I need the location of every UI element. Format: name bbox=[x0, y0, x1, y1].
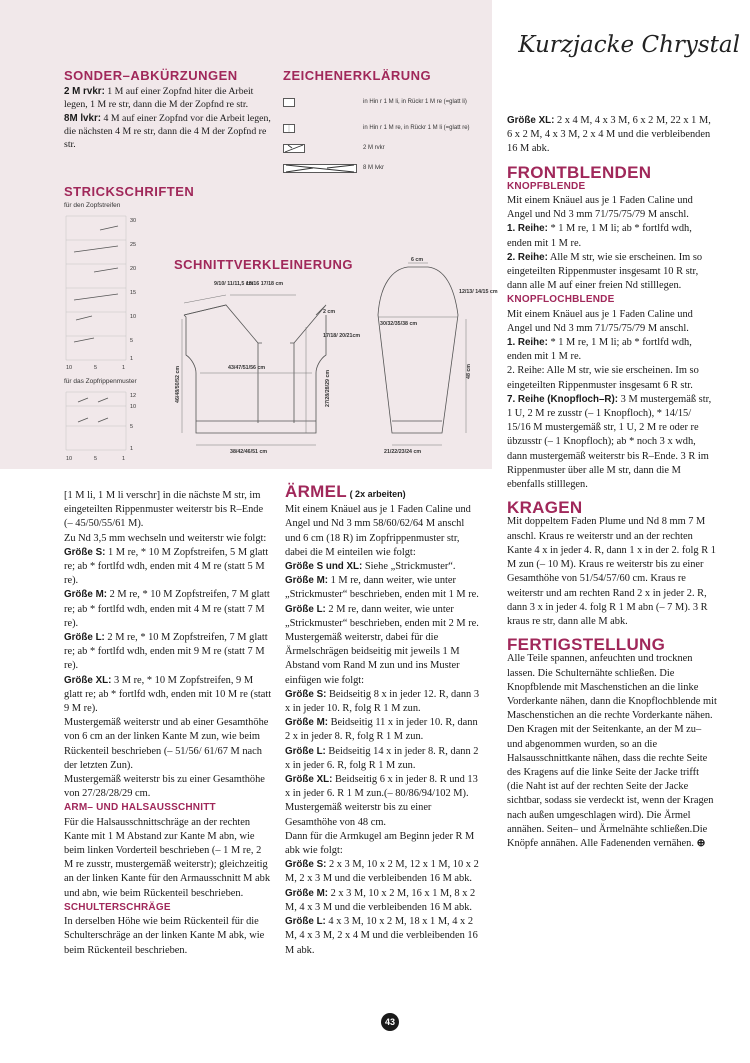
col-label: 1 bbox=[122, 365, 126, 371]
chart-grid bbox=[66, 392, 126, 450]
purl-symbol-icon bbox=[283, 98, 295, 107]
row-label: 12 bbox=[130, 393, 137, 399]
col-label: 5 bbox=[94, 365, 98, 371]
sleeve-heading: ÄRMEL bbox=[285, 482, 347, 501]
cable-2-symbol-icon bbox=[283, 144, 305, 153]
paragraph: Größe M: 2 M re, * 10 M Zopfstreifen, 7 M glatt re; ab * fortlfd wdh, enden mit 4 M re (statt 7 M re). bbox=[64, 589, 270, 629]
legend-row: 2 M rvkr bbox=[283, 141, 483, 155]
front-bands-heading: FRONTBLENDEN bbox=[507, 162, 652, 182]
row-label: 15 bbox=[130, 290, 137, 296]
paragraph: Für die Halsausschnittschräge an der rechten Kante mit 1 M Abstand zur Kante M abn, wie beim linken Vorderteil beschrieben (– 1 M re, 2 M re zusstr, mustergemäß weiterstr); gleichzeitig an der linken Kante für den Armausschnitt M abk und abn, wie beim Rückenteil beschrieben. bbox=[64, 816, 271, 899]
dim-label: 43/47/51/56 cm bbox=[228, 365, 266, 371]
paragraph: 2. Reihe: Alle M str, wie sie erscheinen. Im so eingeteilten Rippenmuster insgesamt 10 R str, dann alle M auf einer freien Nd stilllegen. bbox=[507, 251, 703, 292]
paragraph: Größe S: 1 M re, * 10 M Zopfstreifen, 5 M glatt re; ab * fortlfd wdh, enden mit 4 M re (statt 5 M re). bbox=[64, 546, 269, 587]
dimension-labels bbox=[175, 257, 498, 455]
col-label: 1 bbox=[122, 456, 126, 462]
paragraph: Dann für die Armkugel am Beginn jeder R M abk wie folgt: bbox=[285, 830, 475, 857]
left-column bbox=[64, 489, 272, 958]
cable-stripe-chart bbox=[64, 212, 154, 370]
legend-row: in Hin r 1 M re, in Rückr 1 M li (=glatt re) bbox=[283, 117, 483, 139]
cable-8-symbol-icon bbox=[283, 164, 357, 173]
paragraph: Mustergemäß weiterstr, dabei für die Ärmelschrägen beidseitig mit jeweils 1 M Abstand vom Rand M zun und ins Muster einfügen wie folgt: bbox=[285, 632, 460, 686]
abbreviations-heading: SONDER–ABKÜRZUNGEN bbox=[64, 68, 238, 83]
chart-grid bbox=[66, 216, 126, 360]
paragraph: Größe L: 2 M re, dann weiter, wie unter „Strickmuster“ beschrieben, enden mit 2 M re. bbox=[285, 603, 479, 629]
paragraph: Mustergemäß weiterstr bis zu einer Gesamthöhe von 27/28/28/29 cm. bbox=[64, 774, 265, 800]
sleeve-outline bbox=[378, 267, 458, 433]
row-label: 20 bbox=[130, 266, 137, 272]
row-label: 1 bbox=[130, 446, 134, 452]
sleeve-heading-sub: ( 2x arbeiten) bbox=[349, 489, 406, 499]
paragraph: Größe M: 1 M re, dann weiter, wie unter „Strickmuster“ beschrieben, enden mit 1 M re. bbox=[285, 575, 479, 601]
paragraph: Mit einem Knäuel aus je 1 Faden Caline und Angel und Nd 3 mm 58/60/62/64 M anschl und 6 cm (18 R) im Zopfrippenmuster str, dabei die M einteilen wie folgt: bbox=[285, 504, 471, 558]
row-label: 5 bbox=[130, 338, 134, 344]
abbrev-item: 8M lvkr: 4 M auf einer Zopfnd vor die Arbeit legen, die nächsten 4 M re str, dann die 4 M der Zopfnd re str. bbox=[64, 112, 271, 151]
dim-label: 2 cm bbox=[323, 309, 336, 315]
dim-label: 6 cm bbox=[411, 257, 424, 263]
button-band-heading: KNOPFBLENDE bbox=[507, 180, 586, 192]
paragraph: Mit doppeltem Faden Plume und Nd 8 mm 7 M anschl. Kraus re weiterstr und an der rechten Kante 4 x in jeder 4. R, dann 1 x in der 2. folg R 1 M zun (– 10 M). Kraus re weiterstr bis zu einer Gesamthöhe von 51/54/57/60 cm. Kraus re weiterstr und am rechten Rand 2 x in jeder 2. R, dann 3 x in jeder 4. folg R 1 M abn (– 7 M). 3 R kraus re str, dann alle M abk. bbox=[507, 516, 716, 627]
row-label: 10 bbox=[130, 404, 137, 410]
charts-heading: STRICKSCHRIFTEN bbox=[64, 184, 195, 199]
shoulder-heading: SCHULTERSCHRÄGE bbox=[64, 901, 171, 913]
finishing-heading: FERTIGSTELLUNG bbox=[507, 635, 666, 655]
paragraph: Größe L: 4 x 3 M, 10 x 2 M, 18 x 1 M, 4 x 2 M, 4 x 3 M, 2 x 4 M und die verbleibenden 16 M abk. bbox=[285, 916, 478, 956]
paragraph: [1 M li, 1 M li verschr] in die nächste M str, im eingeteilten Rippenmuster weiterstr bis R–Ende (– 45/50/55/61 M). bbox=[64, 490, 264, 530]
dim-label: 27/28/28/29 cm bbox=[325, 369, 331, 407]
paragraph: Mustergemäß weiterstr und ab einer Gesamthöhe von 6 cm an der linken Kante M zun, wie beim Rückenteil beschrieben (– 51/56/ 61/67 M nach der letzten Zun). bbox=[64, 717, 269, 771]
col-label: 10 bbox=[66, 456, 73, 462]
dim-label: 48 cm bbox=[466, 363, 472, 379]
end-mark-icon: ⊕ bbox=[696, 837, 706, 849]
garment-schematic bbox=[166, 255, 498, 469]
paragraph: Größe M: 2 x 3 M, 10 x 2 M, 16 x 1 M, 8 x 2 M, 4 x 3 M und die verbleibenden 16 M abk. bbox=[285, 887, 476, 913]
dim-label: 21/22/23/24 cm bbox=[384, 449, 422, 455]
paragraph: Mit einem Knäuel aus je 1 Faden Caline und Angel und Nd 3 mm 71/75/75/79 M anschl. bbox=[507, 308, 693, 334]
paragraph: Mustergemäß weiterstr bis zu einer Gesamthöhe von 48 cm. bbox=[285, 802, 432, 828]
paragraph: Größe XL: Beidseitig 6 x in jeder 8. R und 13 x in jeder 6. R 1 M zun.(– 80/86/94/102 M). bbox=[285, 774, 478, 800]
dim-label: 30/32/35/38 cm bbox=[380, 321, 418, 327]
chart-row-labels bbox=[66, 218, 136, 371]
row-label: 5 bbox=[130, 424, 134, 430]
paragraph: Mit einem Knäuel aus je 1 Faden Caline und Angel und Nd 3 mm 71/75/75/79 M anschl. bbox=[507, 195, 693, 221]
col-label: 5 bbox=[94, 456, 98, 462]
paragraph: Größe S: Beidseitig 8 x in jeder 12. R, dann 3 x in jeder 10. R, folg R 1 M zun. bbox=[285, 688, 480, 715]
paragraph: 2. Reihe: Alle M str, wie sie erscheinen. Im so eingeteilten Rippenmuster insgesamt 6 R str. bbox=[507, 365, 699, 391]
page-number: 43 bbox=[381, 1013, 399, 1031]
paragraph: Alle Teile spannen, anfeuchten und trocknen lassen. Die Schulternähte schließen. Die Knopfblende mit Maschenstichen an die linke Vorderkante nähen, dann die Knopflochblende mit Maschenstichen an die rechte Vorderkante nähen. Den Kragen mit der Seitenkante, an der M zu– und abgenommen wurden, so an die Halsausschnittkante nähen, dass die rechte Seite des Kragens auf die linke Seite der Jacke trifft (die Naht ist auf der rechten Seite der Jacke sichtbar, sodass sie verdeckt ist, wenn der Kragen nach außen umgeschlagen wird). Die Ärmel annähen. Seiten– und Ärmelnähte schließen.Die Knöpfe annähen. Alle Fadenenden vernähen. ⊕ bbox=[507, 653, 717, 849]
row-label: 10 bbox=[130, 314, 137, 320]
row-label: 30 bbox=[130, 218, 137, 224]
paragraph: In derselben Höhe wie beim Rückenteil für die Schulterschräge an der linken Kante M abk, wie beim Rückenteil beschrieben. bbox=[64, 916, 265, 956]
paragraph: Größe S und XL: Siehe „Strickmuster“. bbox=[285, 561, 456, 573]
paragraph: 1. Reihe: * 1 M re, 1 M li; ab * fortlfd wdh, enden mit 1 M re. bbox=[507, 337, 692, 363]
schematic-heading: SCHNITTVERKLEINERUNG bbox=[174, 257, 354, 272]
knit-symbol-icon bbox=[283, 124, 295, 133]
abbreviations-section bbox=[64, 68, 279, 151]
collar-heading: KRAGEN bbox=[507, 498, 583, 518]
legend-row: in Hin r 1 M li, in Rückr 1 M re (=glatt li) bbox=[283, 91, 483, 113]
dim-label: 46/48/50/52 cm bbox=[175, 365, 181, 403]
legend-section bbox=[283, 68, 483, 175]
paragraph: 1. Reihe: * 1 M re, 1 M li; ab * fortlfd wdh, enden mit 1 M re. bbox=[507, 223, 692, 249]
legend-heading: ZEICHENERKLÄRUNG bbox=[283, 68, 432, 83]
page-title: Kurzjacke Chrystal bbox=[518, 32, 740, 58]
dim-label: 15/16 17/18 cm bbox=[246, 281, 284, 287]
row-label: 1 bbox=[130, 356, 134, 362]
row-label: 25 bbox=[130, 242, 137, 248]
zopf-chart-caption: für den Zopfstreifen bbox=[64, 202, 121, 209]
paragraph: Größe L: 2 M re, * 10 M Zopfstreifen, 7 M glatt re; ab * fortlfd wdh, enden mit 9 M re (statt 7 M re). bbox=[64, 632, 268, 672]
dim-label: 17/18/ 20/21cm bbox=[323, 333, 361, 339]
abbrev-item: 2 M rvkr: 1 M auf einer Zopfnd hiter die Arbeit legen, 1 M re str, dann die M der Zopfnd re str. bbox=[64, 86, 254, 111]
paragraph: Größe XL: 2 x 4 M, 4 x 3 M, 6 x 2 M, 22 x 1 M, 6 x 2 M, 4 x 3 M, 2 x 4 M und die verbleibenden 16 M abk. bbox=[507, 115, 711, 155]
armhole-heading: ARM– UND HALSAUSSCHNITT bbox=[64, 802, 216, 814]
dim-label: 38/42/46/51 cm bbox=[230, 449, 268, 455]
paragraph: Größe M: Beidseitig 11 x in jeder 10. R, dann 2 x in jeder 8. R, folg R 1 M zun. bbox=[285, 717, 478, 743]
sleeve-heading-row bbox=[285, 482, 480, 502]
rippen-chart-caption: für das Zopfrippenmuster bbox=[64, 378, 137, 385]
cable-crossings bbox=[74, 226, 118, 342]
chart-row-labels bbox=[66, 393, 136, 462]
charts-section bbox=[64, 184, 194, 199]
paragraph: Größe XL: 3 M re, * 10 M Zopfstreifen, 9 M glatt re; ab * fortlfd wdh, enden mit 10 M re (statt 9 M re). bbox=[64, 674, 272, 715]
cable-crossings bbox=[78, 398, 108, 422]
paragraph: Größe L: Beidseitig 14 x in jeder 8. R, dann 2 x in jeder 6. R, folg R 1 M zun. bbox=[285, 745, 479, 771]
paragraph: Zu Nd 3,5 mm wechseln und weiterstr wie folgt: bbox=[64, 532, 267, 544]
dim-label: 12/13/ 14/15 cm bbox=[459, 289, 498, 295]
paragraph: Größe S: 2 x 3 M, 10 x 2 M, 12 x 1 M, 10 x 2 M, 2 x 3 M und die verbleibenden 16 M abk. bbox=[285, 859, 479, 885]
rib-cable-chart bbox=[64, 388, 154, 464]
middle-column bbox=[285, 482, 480, 958]
dim-label: 9/10/ 11/11,5 cm bbox=[214, 281, 254, 287]
legend-row: 8 M lvkr bbox=[283, 161, 483, 175]
paragraph: 7. Reihe (Knopfloch–R): 3 M mustergemäß str, 1 U, 2 M re zusstr (– 1 Knopfloch), * 14/15/ 15/16 M mustergemäß str, 1 U, 2 M re oder re übzusstr (– 1 Knopfloch); ab * noch 3 x wdh, dann mustergemäß weiterstr bis R–Ende. 3 R im Rippenmuster über alle M str, dann die M ebenfalls stilllegen. bbox=[507, 393, 712, 491]
buttonhole-band-heading: KNOPFLOCHBLENDE bbox=[507, 294, 615, 306]
right-column bbox=[507, 114, 717, 851]
col-label: 10 bbox=[66, 365, 73, 371]
